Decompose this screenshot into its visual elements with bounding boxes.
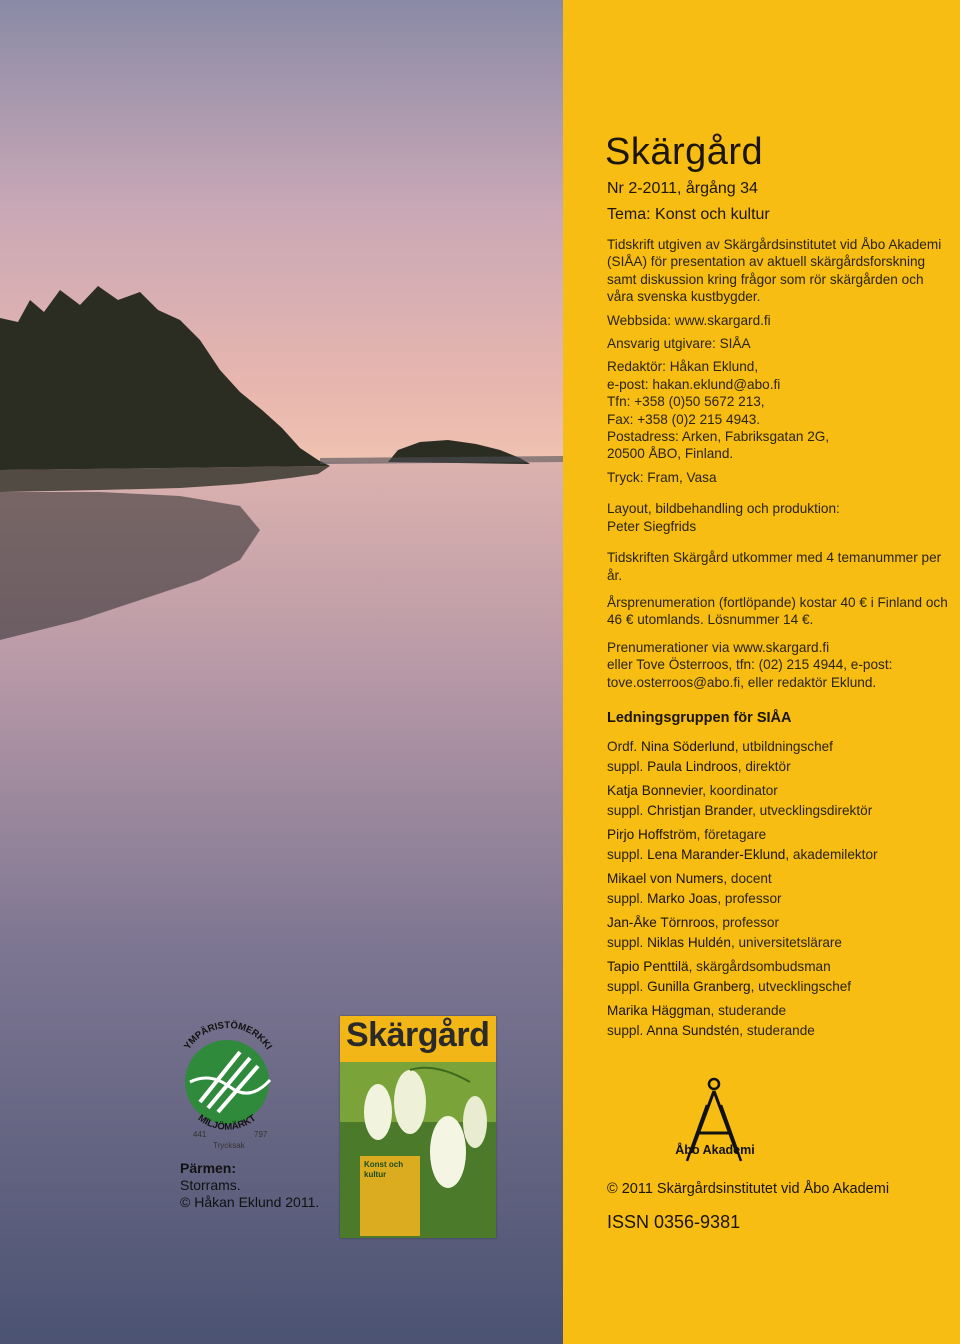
description: Tidskrift utgiven av Skärgårdsinstitutet vid Åbo Akademi (SIÅA) för presentation av aktuell skärgårdsforskning samt diskussion kring frågor som rör skärgården och våra svenska kustbygder. <box>607 237 942 305</box>
member-role: suppl. <box>607 1023 644 1038</box>
phone-line <box>607 393 952 410</box>
member-title: , akademilektor <box>785 847 878 862</box>
member-name: Marika Häggman <box>607 1003 711 1018</box>
member-role: suppl. <box>607 759 644 774</box>
layout-value: Peter Siegfrids <box>607 518 697 534</box>
member-main <box>607 781 952 801</box>
member-role: suppl. <box>607 979 644 994</box>
leadership-list <box>607 737 952 1045</box>
member-name: Gunilla Granberg <box>647 979 751 994</box>
member-title: , studerande <box>739 1023 815 1038</box>
theme-line <box>607 206 770 224</box>
print-value: Fram, Vasa <box>647 469 717 485</box>
abo-akademi-logo-text: Åbo Akademi <box>675 1143 755 1157</box>
address-line-2: 20500 ÅBO, Finland. <box>607 446 734 462</box>
fax-label: Fax: <box>607 411 634 427</box>
member-title: , studerande <box>710 1003 787 1018</box>
website-label: Webbsida: <box>607 312 671 328</box>
ecolabel-num-left: 441 <box>193 1130 207 1139</box>
credit-line-1: Storrams. <box>180 1177 241 1193</box>
layout-label: Layout, bildbehandling och produktion: <box>607 501 840 517</box>
member-title: , företagare <box>696 827 767 842</box>
member-name: Tapio Penttilä <box>607 959 689 974</box>
subscribe-end: , eller redaktör Eklund. <box>740 674 877 690</box>
member-name: Anna Sundstén <box>646 1023 740 1038</box>
leadership-member <box>607 913 952 953</box>
member-role: suppl. <box>607 847 644 862</box>
member-name: Jan-Åke Törnroos <box>607 915 715 930</box>
frequency-line <box>607 549 952 584</box>
cover-credit <box>180 1160 319 1211</box>
subscribe-line <box>607 639 952 656</box>
member-title: , utbildningschef <box>734 739 833 754</box>
member-name: Niklas Huldén <box>647 935 731 950</box>
member-title: , professor <box>717 891 782 906</box>
member-title: , utvecklingsdirektör <box>752 803 873 818</box>
editor-label: Redaktör: <box>607 359 666 375</box>
publisher-value: SIÅA <box>719 336 751 352</box>
member-role: suppl. <box>607 891 644 906</box>
issue-info: Nr 2-2011, årgång 34 <box>607 180 758 197</box>
member-main <box>607 737 952 757</box>
subscribe-email-line <box>607 674 952 691</box>
member-name: Lena Marander-Eklund <box>647 847 786 862</box>
member-name: Mikael von Numers <box>607 871 724 886</box>
website-line <box>607 312 952 329</box>
theme-value: Konst och kultur <box>655 206 770 223</box>
member-main <box>607 1001 952 1021</box>
member-substitute <box>607 933 952 953</box>
cover-title: Skärgård <box>346 1016 490 1054</box>
member-name: Pirjo Hoffström <box>607 827 697 842</box>
phone-label: Tfn: <box>607 394 631 410</box>
member-name: Marko Joas <box>647 891 718 906</box>
subscribe-label: Prenumerationer <box>607 639 709 655</box>
leadership-member <box>607 869 952 909</box>
subscription-label: Årsprenumeration <box>607 594 716 610</box>
print-label: Tryck: <box>607 469 644 485</box>
member-title: , docent <box>723 871 772 886</box>
magazine-title: Skärgård <box>605 131 764 173</box>
email-line <box>607 376 952 393</box>
ecolabel-num-right: 797 <box>254 1130 268 1139</box>
address-label: Postadress: <box>607 429 679 445</box>
member-name: Nina Söderlund <box>641 739 735 754</box>
member-title: , universitetslärare <box>730 935 842 950</box>
member-title: , utvecklingschef <box>750 979 852 994</box>
member-role: suppl. <box>607 935 644 950</box>
member-main <box>607 825 952 845</box>
subscribe-site-link[interactable]: www.skargard.fi <box>733 639 830 655</box>
member-role: Ordf. <box>607 739 638 754</box>
member-title: , professor <box>714 915 780 930</box>
publisher-label: Ansvarig utgivare: <box>607 336 716 352</box>
leadership-member <box>607 1001 952 1041</box>
member-substitute <box>607 1021 952 1041</box>
address-value: Arken, Fabriksgatan 2G, <box>681 429 830 445</box>
subscribe-via: via <box>712 639 730 655</box>
leadership-member <box>607 781 952 821</box>
theme-label: Tema: <box>607 206 651 223</box>
email-link[interactable]: hakan.eklund@abo.fi <box>652 376 781 392</box>
frequency-label: Tidskriften Skärgård <box>607 550 729 566</box>
subscribe-alt: eller Tove Österroos, tfn: (02) 215 4944, e-post: <box>607 657 893 673</box>
member-substitute <box>607 845 952 865</box>
print-line <box>607 469 952 486</box>
ecolabel-top-text: YMPÄRISTÖMERKKI <box>182 1019 275 1052</box>
member-name: Katja Bonnevier <box>607 783 703 798</box>
editor-value: Håkan Eklund, <box>669 359 759 375</box>
ecolabel-sub: Trycksak <box>213 1141 245 1150</box>
cover-tag: Konst och kultur <box>360 1156 420 1236</box>
nordic-swan-ecolabel-icon <box>170 1012 285 1142</box>
frequency-value: utkommer med 4 temanummer per år. <box>607 550 942 583</box>
member-substitute <box>607 977 952 997</box>
member-substitute <box>607 889 952 909</box>
subscribe-email-link[interactable]: tove.osterroos@abo.fi <box>607 674 741 690</box>
member-title: , koordinator <box>702 783 778 798</box>
member-name: Paula Lindroos <box>647 759 738 774</box>
email-label: e-post: <box>607 376 649 392</box>
member-title: , skärgårdsombudsman <box>688 959 831 974</box>
info-panel <box>563 0 960 1344</box>
credit-line-2: © Håkan Eklund 2011. <box>180 1194 320 1210</box>
leadership-member <box>607 825 952 865</box>
fax-value: +358 (0)2 215 4943. <box>637 411 761 427</box>
credit-heading: Pärmen: <box>180 1160 237 1176</box>
member-name: Christjan Brander <box>647 803 753 818</box>
issn: ISSN 0356-9381 <box>607 1212 741 1232</box>
member-substitute <box>607 801 952 821</box>
member-main <box>607 869 952 889</box>
subscription-line <box>607 594 952 629</box>
member-title: , direktör <box>737 759 791 774</box>
member-substitute <box>607 757 952 777</box>
editor-line <box>607 358 952 375</box>
copyright: © 2011 Skärgårdsinstitutet vid Åbo Akademi <box>607 1181 890 1197</box>
masthead-block <box>607 236 952 691</box>
ecolabel-bottom-text: MILJÖMÄRKT <box>195 1112 259 1133</box>
leadership-member <box>607 737 952 777</box>
member-role: suppl. <box>607 803 644 818</box>
member-main <box>607 913 952 933</box>
leadership-member <box>607 957 952 997</box>
member-main <box>607 957 952 977</box>
fax-line <box>607 411 952 428</box>
leadership-title: Ledningsgruppen för SIÅA <box>607 710 792 726</box>
publisher-line <box>607 335 952 352</box>
magazine-cover-thumbnail <box>340 1016 496 1238</box>
subscription-value: (fortlöpande) kostar 40 € i Finland och 46 € utomlands. Lösnummer 14 €. <box>607 594 948 628</box>
website-link[interactable]: www.skargard.fi <box>674 312 771 328</box>
phone-value: +358 (0)50 5672 213, <box>634 394 765 410</box>
address-line <box>607 428 952 445</box>
